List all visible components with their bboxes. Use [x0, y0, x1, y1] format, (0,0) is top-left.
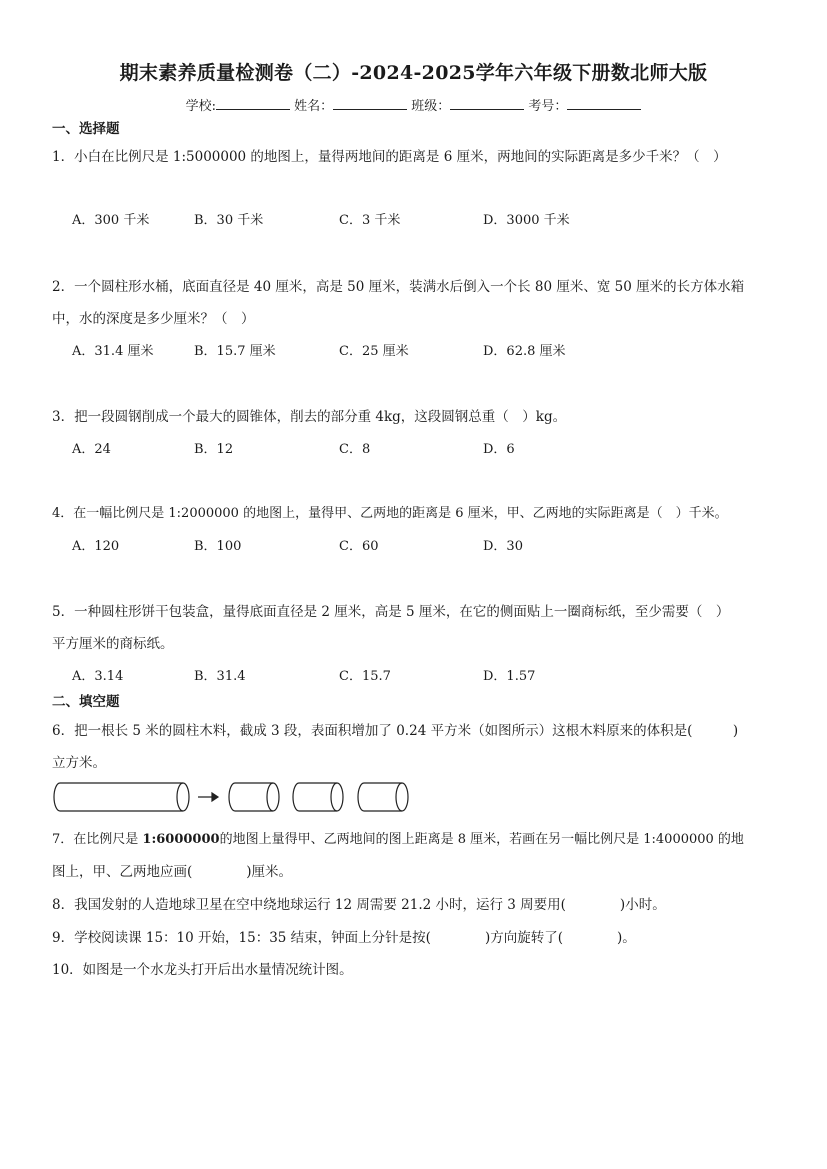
q7-scale: 1:6000000	[142, 832, 220, 847]
q4-option-b[interactable]: B．100	[194, 539, 242, 554]
school-blank[interactable]	[216, 97, 290, 110]
short-cylinder-1	[229, 783, 279, 811]
question-6-line-2: 立方米。	[52, 755, 106, 771]
q7-post: 的地图上量得甲、乙两地间的图上距离是 8 厘米，若画在另一幅比例尺是 1:4000000 的地	[219, 832, 744, 847]
question-3: 3．把一段圆钢削成一个最大的圆锥体，削去的部分重 4kg，这段圆钢总重（ ）kg。	[52, 409, 567, 425]
q4-option-a[interactable]: A．120	[72, 539, 120, 554]
page-title: 期末素养质量检测卷（二）-2024-2025学年六年级下册数北师大版	[119, 62, 708, 84]
question-2-line-2: 中，水的深度是多少厘米？（ ）	[52, 311, 255, 327]
q5-option-b[interactable]: B．31.4	[194, 669, 246, 684]
question-1: 1．小白在比例尺是 1:5000000 的地图上，量得两地间的距离是 6 厘米，两地间的实际距离是多少千米？（ ）	[52, 149, 727, 165]
q3-option-d[interactable]: D．6	[483, 442, 515, 457]
question-5-line-1: 5．一种圆柱形饼干包装盒，量得底面直径是 2 厘米，高是 5 厘米，在它的侧面贴上一圈商标纸，至少需要（ ）	[52, 604, 730, 620]
student-info-line	[0, 95, 827, 114]
q3-option-a[interactable]: A．24	[72, 442, 111, 457]
school-label: 学校:	[185, 99, 216, 114]
arrow-icon	[198, 793, 218, 801]
name-blank[interactable]	[333, 97, 407, 110]
question-5-line-2: 平方厘米的商标纸。	[52, 636, 174, 652]
question-4: 4．在一幅比例尺是 1:2000000 的地图上，量得甲、乙两地的距离是 6 厘米，甲、乙两地的实际距离是（ ）千米。	[52, 506, 728, 521]
q3-option-b[interactable]: B．12	[194, 442, 234, 457]
q4-option-d[interactable]: D．30	[483, 539, 523, 554]
section-1-title: 一、选择题	[52, 121, 120, 137]
question-10: 10．如图是一个水龙头打开后出水量情况统计图。	[52, 962, 353, 978]
q5-option-a[interactable]: A．3.14	[72, 669, 124, 684]
question-6-line-1: 6．把一根长 5 米的圆柱木料，截成 3 段，表面积增加了 0.24 平方米（如图所示）这根木料原来的体积是( )	[52, 723, 739, 739]
long-cylinder	[54, 783, 189, 811]
name-label: 姓名：	[294, 99, 334, 114]
question-2-line-1: 2．一个圆柱形水桶，底面直径是 40 厘米，高是 50 厘米，装满水后倒入一个长 80 厘米、宽 50 厘米的长方体水箱	[52, 279, 745, 295]
class-label: 班级：	[411, 99, 451, 114]
q1-option-a[interactable]: A．300 千米	[72, 213, 150, 228]
q4-option-c[interactable]: C．60	[339, 539, 379, 554]
q1-option-c[interactable]: C．3 千米	[339, 213, 401, 228]
question-7-line-2: 图上，甲、乙两地应画( )厘米。	[52, 864, 293, 880]
q2-option-d[interactable]: D．62.8 厘米	[483, 344, 566, 359]
short-cylinder-2	[293, 783, 343, 811]
exam-number-label: 考号：	[528, 99, 568, 114]
q1-option-d[interactable]: D．3000 千米	[483, 213, 570, 228]
q2-option-c[interactable]: C．25 厘米	[339, 344, 409, 359]
q1-option-b[interactable]: B．30 千米	[194, 213, 264, 228]
q2-option-b[interactable]: B．15.7 厘米	[194, 344, 276, 359]
exam-number-blank[interactable]	[567, 97, 641, 110]
q5-option-c[interactable]: C．15.7	[339, 669, 391, 684]
q5-option-d[interactable]: D．1.57	[483, 669, 536, 684]
cylinder-cut-figure	[50, 780, 420, 816]
q3-option-c[interactable]: C．8	[339, 442, 371, 457]
class-blank[interactable]	[450, 97, 524, 110]
q7-pre: 7．在比例尺是	[52, 832, 143, 847]
question-7-line-1	[52, 828, 744, 847]
section-2-title: 二、填空题	[52, 694, 120, 710]
short-cylinder-3	[358, 783, 408, 811]
question-8: 8．我国发射的人造地球卫星在空中绕地球运行 12 周需要 21.2 小时，运行 3 周要用( )小时。	[52, 897, 666, 913]
q2-option-a[interactable]: A．31.4 厘米	[72, 344, 154, 359]
question-9: 9．学校阅读课 15：10 开始，15：35 结束，钟面上分针是按( )方向旋转了( )。	[52, 930, 636, 946]
